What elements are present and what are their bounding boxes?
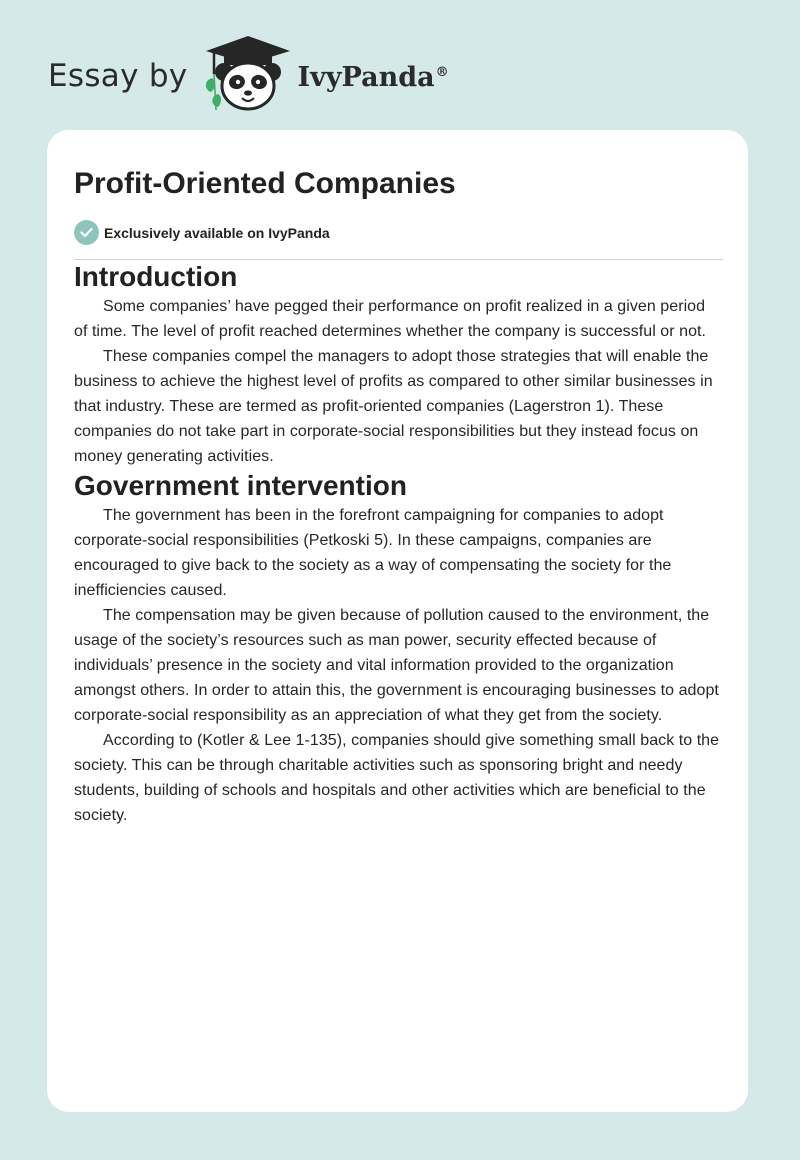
- brand-prefix: Essay by: [48, 58, 188, 94]
- exclusive-badge: [74, 220, 721, 245]
- essay-card: [47, 130, 748, 1112]
- section-heading-government-intervention: Government intervention: [74, 470, 407, 501]
- paragraph: According to (Kotler & Lee 1-135), companies should give something small back to the society. This can be through charitable activities such as sponsoring bright and needy students, building of schools and hospitals and other activities which are beneficial to the society.: [74, 732, 720, 824]
- registered-mark: ®: [435, 64, 449, 80]
- panda-graduate-icon[interactable]: [202, 34, 294, 114]
- essay-content: [47, 130, 748, 828]
- exclusive-badge-text: Exclusively available on IvyPanda: [104, 224, 330, 241]
- paragraph: The government has been in the forefront campaigning for companies to adopt corporate-social responsibilities (Petkoski 5). In these campaigns, companies are encouraged to give back to the society as a way of compensating the society for the inefficiencies caused.: [74, 507, 672, 599]
- paragraph: The compensation may be given because of pollution caused to the environment, the usage of the society’s resources such as man power, security effected because of individuals’ presence in the society and vital information provided to the organization amongst others. In order to attain this, the government is encouraging businesses to adopt corporate-social responsibility as an appreciation of what they get from the society.: [74, 607, 719, 724]
- section-heading-introduction: Introduction: [74, 261, 238, 292]
- paragraph: Some companies’ have pegged their performance on profit realized in a given period of time. The level of profit reached determines whether the company is successful or not.: [74, 298, 707, 340]
- brand-name-text: IvyPanda: [297, 61, 435, 93]
- paragraph: These companies compel the managers to adopt those strategies that will enable the business to achieve the highest level of profits as compared to other similar businesses in that industry. These are termed as profit-oriented companies (Lagerstron 1). These companies do not take part in corporate-social responsibilities but they instead focus on money generating activities.: [74, 348, 713, 465]
- site-header: [48, 34, 449, 114]
- check-circle-icon: [74, 220, 99, 245]
- brand-name[interactable]: [298, 62, 449, 93]
- page-title: Profit-Oriented Companies: [74, 167, 456, 200]
